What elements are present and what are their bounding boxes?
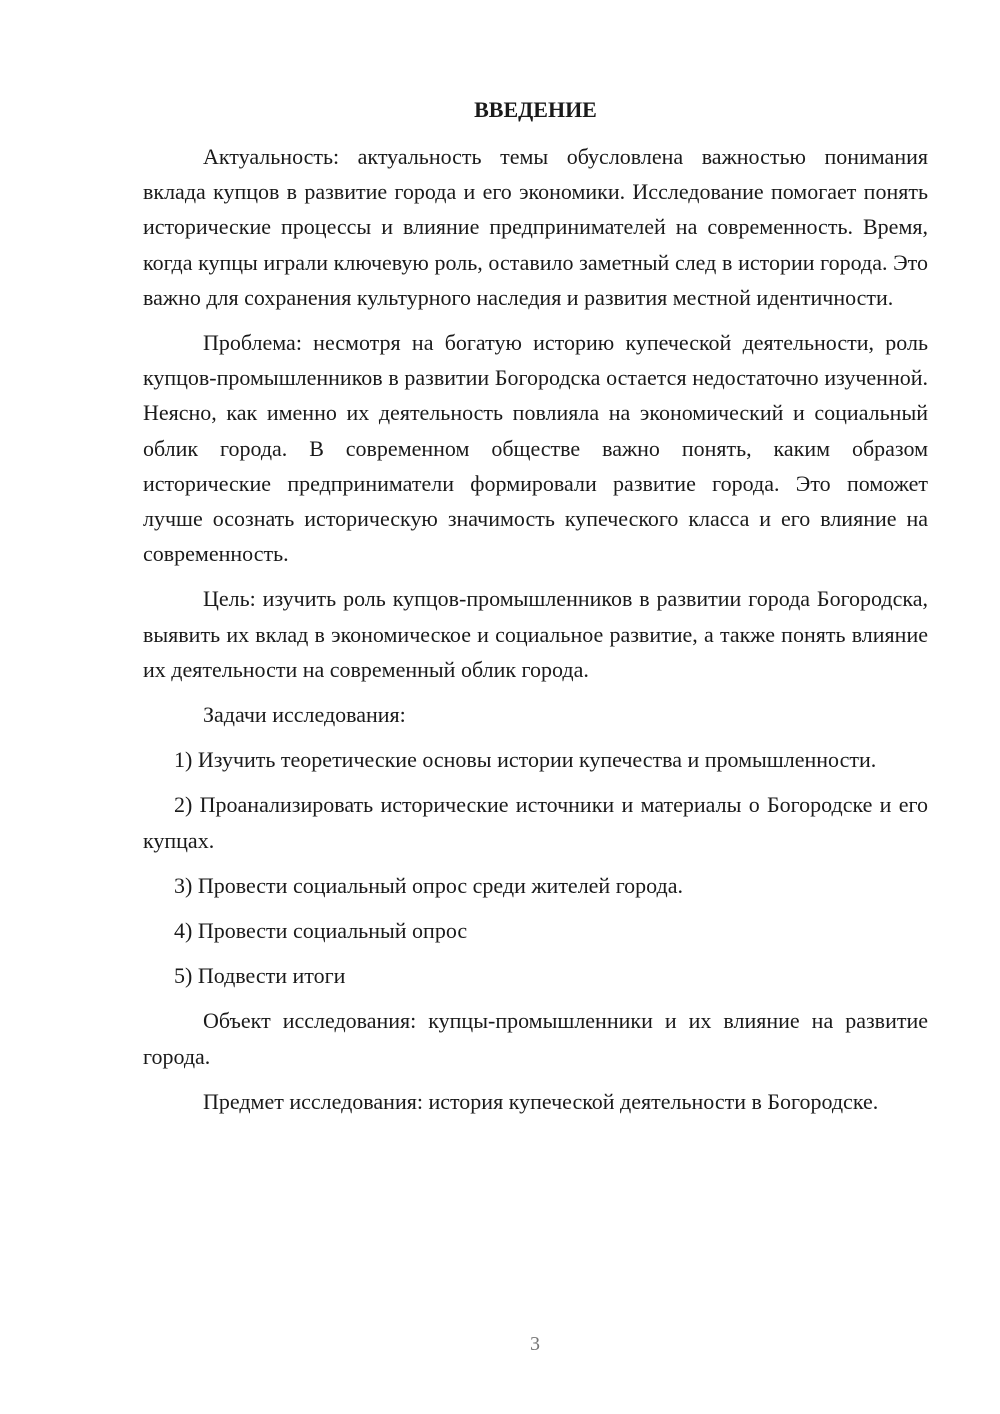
document-page: [143, 92, 928, 1129]
task-item-5: 5) Подвести итоги: [174, 963, 346, 989]
subject-paragraph: Предмет исследования: история купеческой деятельности в Богородске.: [203, 1088, 879, 1114]
task-item-2: 2) Проанализировать исторические источники и материалы о Богородске и его купцах.: [143, 792, 928, 853]
problem-paragraph: Проблема: несмотря на богатую историю купеческой деятельности, роль купцов-промышленников в развитии Богородска остается недостаточно изученной. Неясно, как именно их деятельность повлияла на экономический и социальный облик города. В современном обществе важно понять, каким образом исторические предприниматели формировали развитие города. Это поможет лучше осознать историческую значимость купеческого класса и его влияние на современность.: [143, 330, 928, 567]
tasks-title: Задачи исследования:: [203, 702, 406, 728]
page-number: 3: [530, 1333, 540, 1355]
page-title: ВВЕДЕНИЕ: [474, 97, 597, 122]
task-item-4: 4) Провести социальный опрос: [174, 918, 468, 944]
relevance-paragraph: Актуальность: актуальность темы обусловлена важностью понимания вклада купцов в развитие города и его экономики. Исследование помогает понять исторические процессы и влияние предпринимателей на современность. Время, когда купцы играли ключевую роль, оставило заметный след в истории города. Это важно для сохранения культурного наследия и развития местной идентичности.: [143, 144, 928, 310]
object-paragraph: Объект исследования: купцы-промышленники и их влияние на развитие города.: [143, 1008, 928, 1069]
task-item-3: 3) Провести социальный опрос среди жителей города.: [174, 872, 684, 898]
goal-paragraph: Цель: изучить роль купцов-промышленников в развитии города Богородска, выявить их вклад в экономическое и социальное развитие, а также понять влияние их деятельности на современный облик города.: [143, 586, 928, 682]
task-item-1: 1) Изучить теоретические основы истории купечества и промышленности.: [174, 747, 877, 773]
